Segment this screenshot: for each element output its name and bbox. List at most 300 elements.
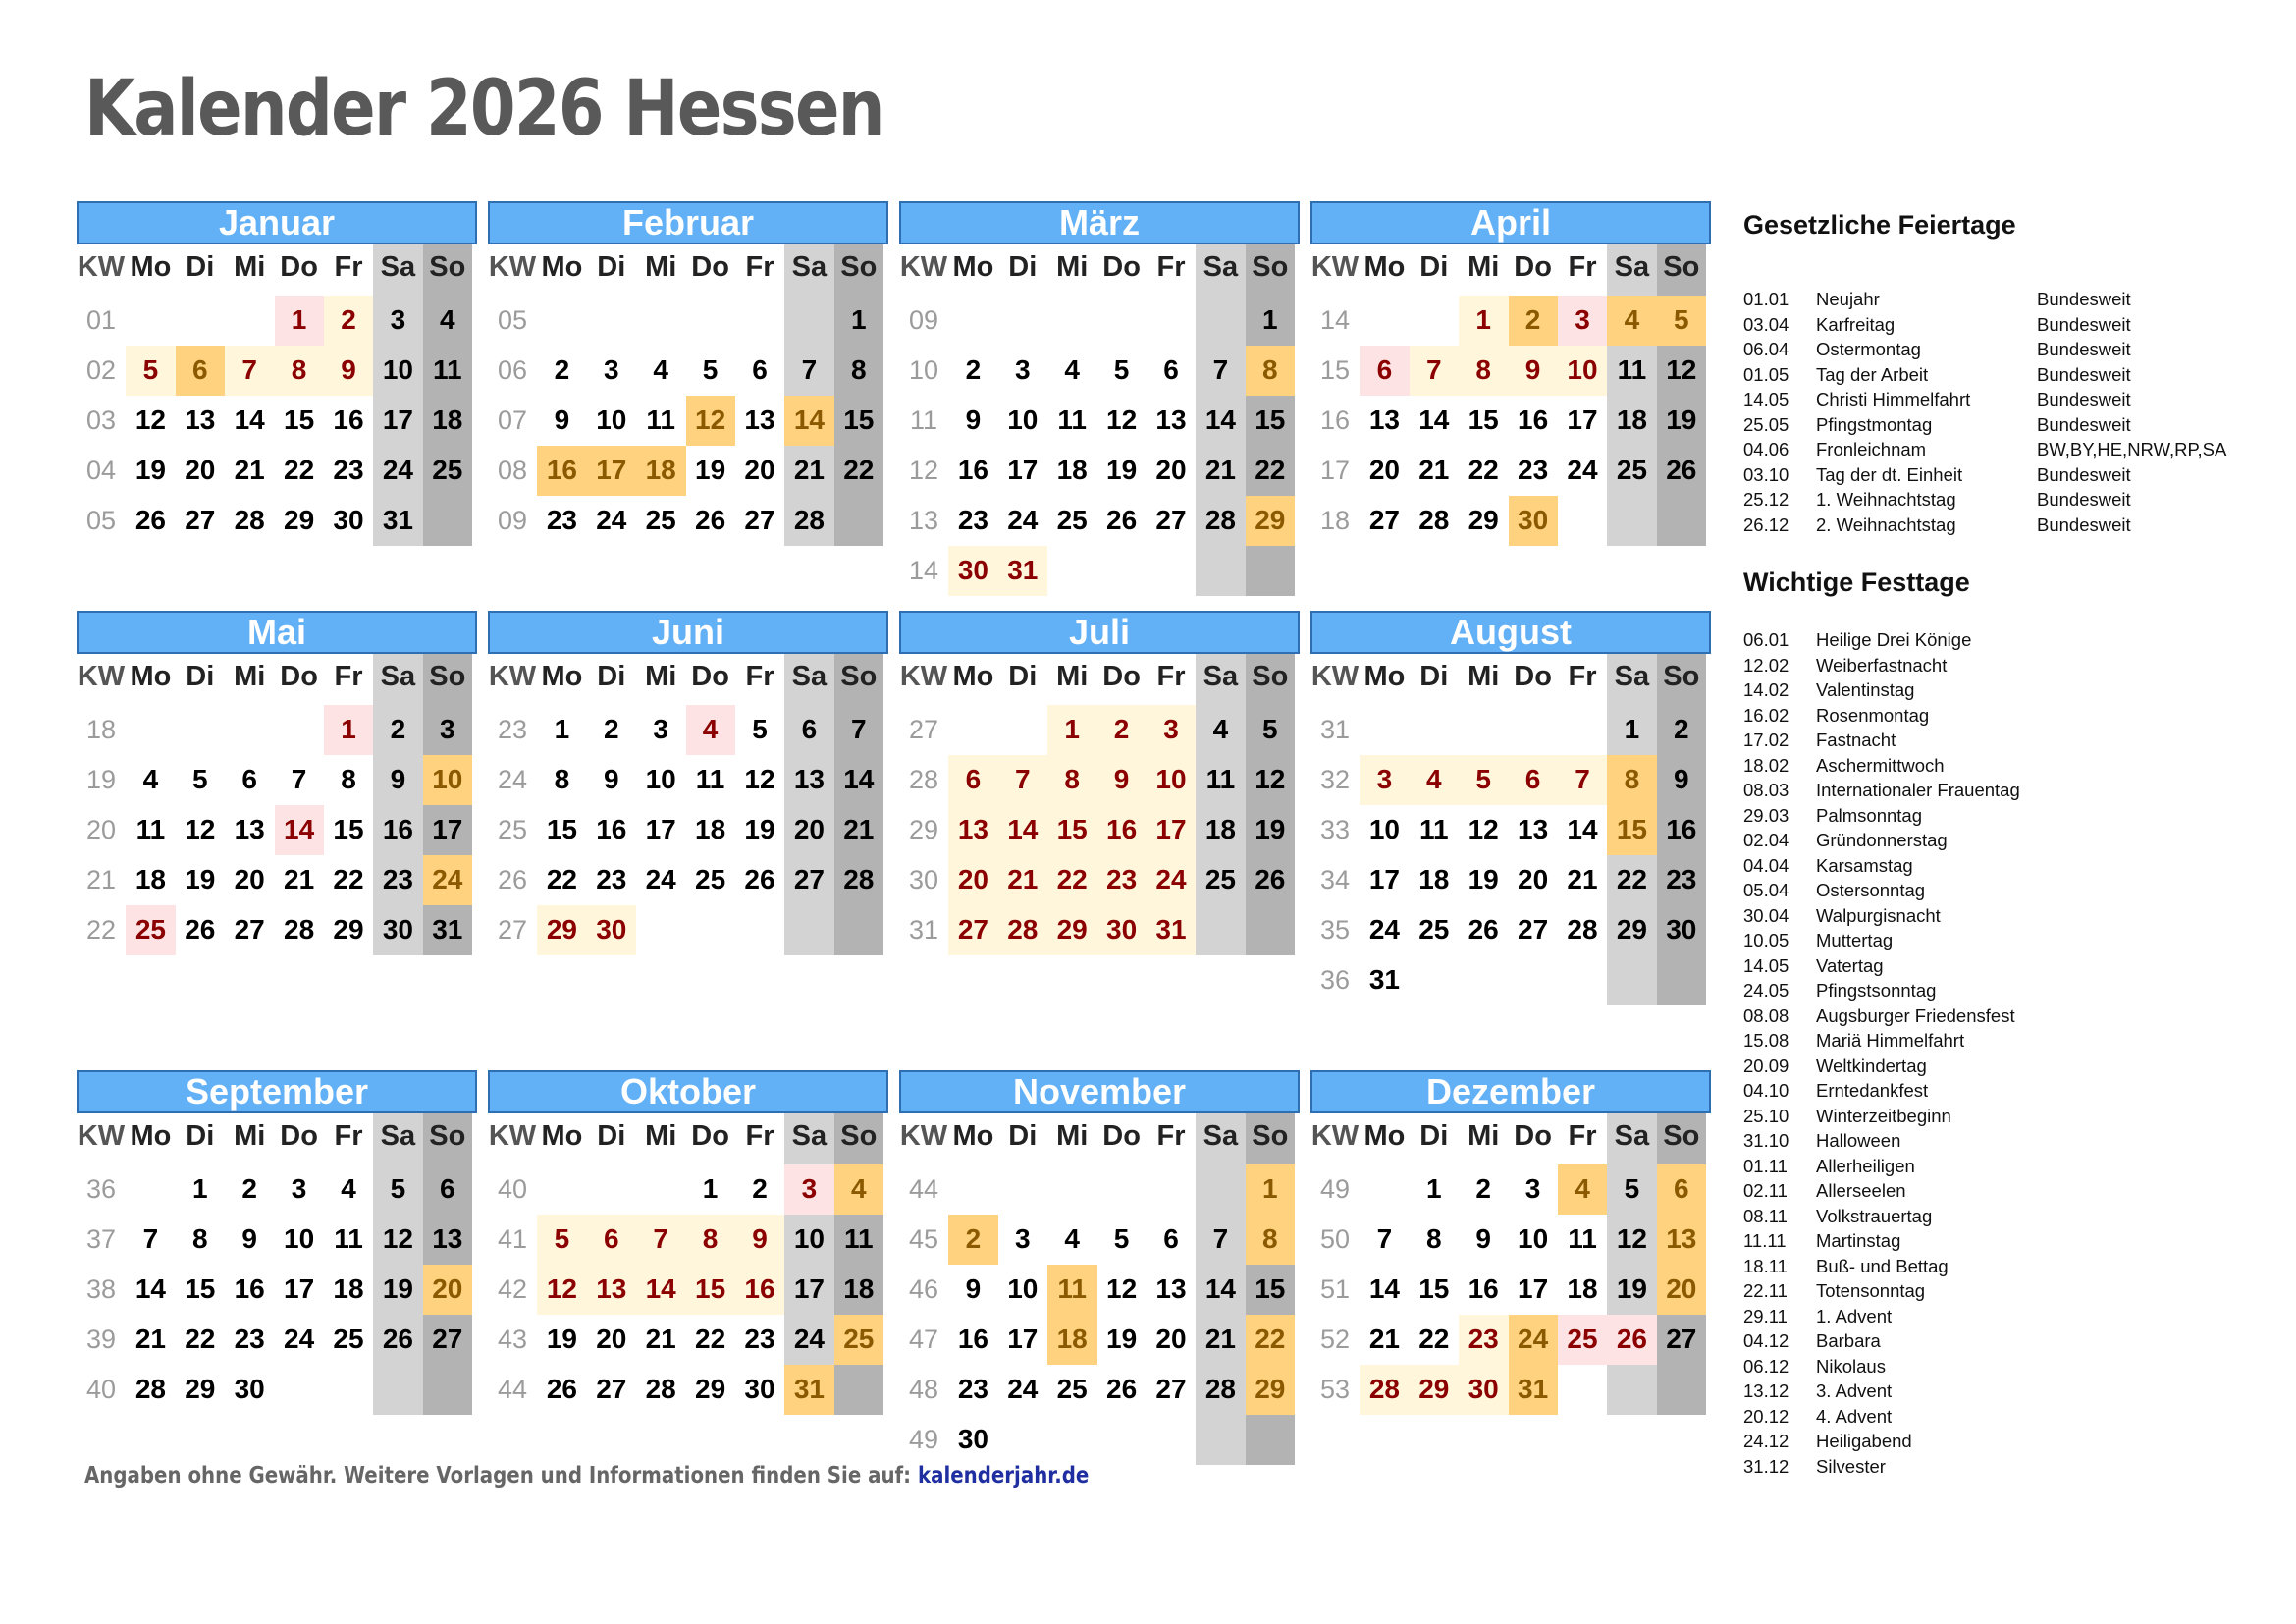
weekday-header: Mi (234, 251, 266, 283)
weekday-header: Mi (1468, 251, 1500, 283)
day-cell: 2 (241, 1173, 257, 1204)
holiday-date: 03.10 (1743, 463, 1789, 485)
day-cell: 6 (1163, 1223, 1179, 1254)
festday-name: Heiligabend (1816, 1431, 1912, 1451)
day-cell: 2 (1475, 1173, 1491, 1204)
day-cell: 20 (1666, 1273, 1697, 1304)
weekday-header: Di (1008, 661, 1038, 692)
day-cell: 27 (596, 1374, 627, 1404)
day-cell: 17 (382, 405, 413, 435)
day-cell: 11 (1418, 814, 1449, 844)
day-cell: 14 (1007, 814, 1039, 844)
footer-link[interactable]: kalenderjahr.de (917, 1463, 1090, 1489)
weekday-header: Di (597, 661, 626, 692)
weekday-header: Fr (745, 251, 774, 283)
day-cell: 9 (604, 764, 619, 794)
week-number: 01 (85, 305, 117, 335)
day-cell: 15 (695, 1273, 726, 1304)
weekday-header: Fr (745, 661, 774, 692)
weekday-header: Sa (380, 1120, 416, 1152)
day-cell: 20 (596, 1324, 627, 1354)
holiday-name: Fronleichnam (1816, 439, 1927, 460)
festday-name: Gründonnerstag (1816, 830, 1948, 850)
holiday-date: 14.05 (1743, 389, 1789, 409)
week-number: 38 (85, 1274, 117, 1304)
week-number: 17 (1319, 456, 1351, 485)
day-cell: 22 (333, 864, 364, 894)
weekday-header: So (840, 661, 878, 692)
weekday-header: Sa (380, 251, 416, 283)
day-cell: 12 (744, 764, 775, 794)
day-cell: 9 (1113, 764, 1130, 794)
day-cell: 14 (1204, 405, 1236, 435)
day-cell: 26 (1255, 864, 1286, 894)
festday-name: Rosenmontag (1816, 704, 1930, 726)
weekday-header: Sa (1202, 661, 1239, 692)
week-number: 03 (85, 406, 117, 435)
weekday-header: Do (1514, 1120, 1552, 1152)
day-cell: 23 (957, 1374, 988, 1404)
weekday-header: KW (77, 251, 126, 283)
day-cell: 18 (1204, 814, 1236, 844)
day-cell: 1 (1426, 1173, 1442, 1204)
day-cell: 31 (382, 505, 413, 535)
week-number: 23 (497, 715, 528, 744)
day-cell: 30 (1106, 914, 1138, 945)
day-cell: 5 (1624, 1173, 1640, 1204)
important-day-row (1743, 1204, 2156, 1229)
day-cell: 16 (333, 405, 364, 435)
day-cell: 11 (1205, 764, 1236, 794)
day-cell: 29 (333, 914, 364, 945)
day-cell: 7 (1426, 354, 1442, 385)
week-number: 31 (908, 915, 939, 945)
day-cell: 14 (645, 1273, 676, 1304)
day-cell: 25 (695, 864, 726, 894)
day-cell: 24 (793, 1324, 825, 1354)
day-cell: 1 (341, 714, 356, 744)
important-days-heading: Wichtige Festtage (1743, 568, 1970, 597)
day-cell: 12 (1255, 764, 1286, 794)
day-cell: 8 (554, 764, 570, 794)
week-number: 27 (497, 915, 528, 945)
important-day-row (1743, 903, 2156, 929)
festday-name: Ostersonntag (1816, 880, 1926, 900)
day-cell: 10 (1567, 354, 1598, 385)
day-cell: 16 (957, 455, 988, 485)
day-cell: 14 (284, 814, 315, 844)
day-cell: 17 (645, 814, 676, 844)
day-cell: 16 (1468, 1273, 1499, 1304)
weekday-header: So (840, 1120, 878, 1152)
weekday-header: Di (1008, 1120, 1038, 1152)
day-cell: 30 (957, 555, 988, 585)
important-day-row (1743, 728, 2156, 753)
festday-name: Walpurgisnacht (1816, 904, 1941, 926)
festday-name: Weiberfastnacht (1816, 654, 1948, 676)
day-cell: 17 (1368, 864, 1400, 894)
day-cell: 25 (333, 1324, 364, 1354)
day-cell: 29 (1255, 505, 1286, 535)
week-number: 08 (497, 456, 528, 485)
day-cell: 3 (1524, 1173, 1541, 1204)
festday-date: 24.05 (1743, 980, 1789, 1001)
day-cell: 25 (134, 914, 166, 945)
weekday-header: Sa (791, 1120, 828, 1152)
festday-date: 04.04 (1743, 854, 1789, 876)
day-cell: 29 (546, 914, 577, 945)
day-cell: 25 (1056, 505, 1088, 535)
footer-text: Angaben ohne Gewähr. Weitere Vorlagen und Informationen finden Sie auf: (84, 1463, 918, 1489)
festday-date: 14.05 (1743, 954, 1789, 976)
day-cell: 15 (1468, 405, 1499, 435)
festday-name: Valentinstag (1816, 679, 1915, 700)
day-cell: 9 (752, 1223, 768, 1254)
week-number: 19 (85, 765, 117, 794)
week-number: 11 (909, 406, 938, 435)
day-cell: 1 (1624, 714, 1640, 744)
weekday-header: Di (1419, 661, 1449, 692)
festday-date: 06.01 (1743, 629, 1789, 650)
day-cell: 22 (1255, 1324, 1286, 1354)
day-cell: 23 (1468, 1324, 1499, 1354)
festday-name: Barbara (1816, 1330, 1881, 1351)
day-cell: 25 (1056, 1374, 1088, 1404)
day-cell: 11 (1617, 354, 1647, 385)
day-cell: 12 (1666, 354, 1697, 385)
day-cell: 14 (1567, 814, 1598, 844)
weekday-header: Mo (1363, 1120, 1406, 1152)
festday-date: 14.02 (1743, 679, 1789, 700)
page-title: Kalender 2026 Hessen (84, 65, 883, 153)
festday-name: Totensonntag (1816, 1280, 1926, 1301)
week-number: 36 (85, 1174, 117, 1204)
day-cell: 15 (1255, 405, 1286, 435)
day-cell: 5 (1113, 1223, 1130, 1254)
day-cell: 29 (1468, 505, 1499, 535)
day-cell: 10 (284, 1223, 315, 1254)
day-cell: 7 (291, 764, 307, 794)
day-cell: 4 (1212, 714, 1229, 744)
week-number: 26 (497, 865, 528, 894)
day-cell: 16 (382, 814, 413, 844)
day-cell: 2 (341, 304, 356, 335)
festday-name: Buß- und Bettag (1816, 1255, 1949, 1276)
week-number: 52 (1319, 1325, 1351, 1354)
day-cell: 4 (1064, 1223, 1080, 1254)
week-number: 06 (497, 355, 528, 385)
day-cell: 26 (1666, 455, 1697, 485)
week-number: 44 (497, 1375, 528, 1404)
weekday-header: KW (488, 251, 537, 283)
day-cell: 9 (390, 764, 406, 794)
day-cell: 28 (645, 1374, 676, 1404)
day-cell: 18 (333, 1273, 364, 1304)
important-day-row (1743, 1429, 2156, 1454)
day-cell: 12 (546, 1273, 577, 1304)
important-day-row (1743, 703, 2156, 729)
weekday-header: Mo (952, 251, 994, 283)
day-cell: 15 (843, 405, 875, 435)
day-cell: 15 (1255, 1273, 1286, 1304)
month-header: Juli (899, 611, 1300, 654)
day-cell: 5 (192, 764, 208, 794)
weekday-header: So (1663, 661, 1700, 692)
week-number: 53 (1319, 1375, 1351, 1404)
festday-date: 29.03 (1743, 804, 1789, 826)
public-holiday-row (1743, 337, 2293, 362)
holiday-region: Bundesweit (2037, 289, 2131, 309)
day-cell: 24 (1567, 455, 1598, 485)
week-number: 25 (497, 815, 528, 844)
weekday-header: Mi (645, 251, 677, 283)
important-day-row (1743, 1154, 2156, 1179)
day-cell: 4 (142, 764, 159, 794)
festday-name: 4. Advent (1816, 1405, 1893, 1427)
week-number: 40 (497, 1174, 528, 1204)
day-cell: 23 (1518, 455, 1549, 485)
day-cell: 17 (1518, 1273, 1549, 1304)
festday-name: Muttertag (1816, 930, 1894, 950)
day-cell: 6 (1524, 764, 1541, 794)
day-cell: 20 (1155, 455, 1187, 485)
day-cell: 18 (1056, 455, 1088, 485)
day-cell: 10 (1007, 405, 1039, 435)
day-cell: 25 (1567, 1324, 1598, 1354)
important-day-row (1743, 627, 2156, 653)
day-cell: 16 (744, 1273, 775, 1304)
month-header: November (899, 1070, 1300, 1113)
day-cell: 21 (1007, 864, 1039, 894)
festday-name: Vatertag (1816, 954, 1884, 976)
weekday-header: So (429, 1120, 466, 1152)
important-day-row (1743, 1278, 2156, 1304)
holiday-region: Bundesweit (2037, 313, 2131, 335)
weekday-header: Fr (745, 1120, 774, 1152)
day-cell: 5 (390, 1173, 406, 1204)
day-cell: 22 (284, 455, 315, 485)
weekday-header: Sa (1614, 1120, 1650, 1152)
weekday-header: Mo (952, 661, 994, 692)
holiday-region: Bundesweit (2037, 463, 2131, 485)
day-cell: 10 (1518, 1223, 1549, 1254)
weekday-header: So (1252, 251, 1289, 283)
festday-name: Fastnacht (1816, 730, 1896, 750)
day-cell: 8 (192, 1223, 208, 1254)
month-header: Dezember (1310, 1070, 1711, 1113)
day-cell: 20 (957, 864, 988, 894)
day-cell: 20 (744, 455, 775, 485)
month-april (1310, 201, 1711, 546)
day-cell: 9 (554, 405, 570, 435)
week-number: 33 (1319, 815, 1351, 844)
weekday-header: Di (186, 251, 215, 283)
day-cell: 1 (554, 714, 570, 744)
day-cell: 17 (1007, 455, 1039, 485)
weekday-header: KW (488, 1120, 537, 1152)
festday-date: 08.11 (1743, 1205, 1788, 1226)
day-cell: 28 (1368, 1374, 1400, 1404)
festday-date: 02.11 (1743, 1180, 1788, 1201)
day-cell: 5 (702, 354, 719, 385)
day-cell: 18 (134, 864, 166, 894)
day-cell: 7 (142, 1223, 159, 1254)
month-header: Mai (77, 611, 477, 654)
day-cell: 31 (1368, 964, 1400, 995)
day-cell: 21 (134, 1324, 166, 1354)
weekday-header: So (1252, 661, 1289, 692)
day-cell: 24 (1007, 1374, 1039, 1404)
week-number: 21 (85, 865, 117, 894)
day-cell: 14 (1368, 1273, 1400, 1304)
holiday-date: 04.06 (1743, 439, 1789, 460)
holiday-region: Bundesweit (2037, 389, 2131, 409)
holiday-region: Bundesweit (2037, 489, 2131, 510)
festday-date: 06.12 (1743, 1355, 1789, 1377)
day-cell: 8 (291, 354, 307, 385)
important-day-row (1743, 1228, 2156, 1254)
day-cell: 7 (1376, 1223, 1393, 1254)
festday-date: 11.11 (1743, 1230, 1787, 1251)
day-cell: 29 (1616, 914, 1647, 945)
day-cell: 14 (1204, 1273, 1236, 1304)
day-cell: 25 (843, 1324, 875, 1354)
day-cell: 23 (546, 505, 577, 535)
festday-name: Aschermittwoch (1816, 754, 1945, 776)
important-day-row (1743, 1078, 2156, 1104)
day-cell: 6 (1163, 354, 1179, 385)
day-cell: 13 (1155, 1273, 1187, 1304)
weekday-header: Sa (1614, 661, 1650, 692)
festday-date: 29.11 (1743, 1305, 1788, 1326)
day-cell: 3 (1015, 354, 1031, 385)
day-cell: 2 (554, 354, 570, 385)
day-cell: 20 (234, 864, 265, 894)
day-cell: 3 (1376, 764, 1393, 794)
weekday-header: Fr (1156, 661, 1186, 692)
day-cell: 1 (702, 1173, 719, 1204)
day-cell: 3 (291, 1173, 307, 1204)
weekday-header: Do (1514, 251, 1552, 283)
day-cell: 10 (1155, 764, 1187, 794)
day-cell: 4 (1064, 354, 1080, 385)
holiday-name: 2. Weihnachtstag (1816, 514, 1956, 535)
day-cell: 7 (653, 1223, 668, 1254)
day-cell: 16 (1518, 405, 1549, 435)
holiday-name: Tag der Arbeit (1816, 363, 1929, 385)
holiday-region: Bundesweit (2037, 363, 2131, 385)
public-holiday-row (1743, 362, 2293, 388)
day-cell: 8 (1262, 354, 1278, 385)
weekday-header: Do (1102, 661, 1141, 692)
important-day-row (1743, 1304, 2156, 1329)
festday-name: Weltkindertag (1816, 1055, 1927, 1076)
month-header: September (77, 1070, 477, 1113)
day-cell: 13 (234, 814, 265, 844)
week-number: 05 (85, 506, 117, 535)
day-cell: 28 (1204, 1374, 1236, 1404)
day-cell: 3 (653, 714, 668, 744)
day-cell: 13 (1666, 1223, 1697, 1254)
day-cell: 24 (596, 505, 627, 535)
month-oktober (488, 1070, 888, 1415)
week-number: 07 (497, 406, 528, 435)
day-cell: 15 (546, 814, 577, 844)
important-day-row (1743, 1379, 2156, 1404)
day-cell: 7 (241, 354, 257, 385)
month-august (1310, 611, 1711, 1005)
day-cell: 4 (653, 354, 668, 385)
week-number: 40 (85, 1375, 117, 1404)
day-cell: 1 (192, 1173, 208, 1204)
day-cell: 26 (1616, 1324, 1647, 1354)
festday-date: 15.08 (1743, 1030, 1789, 1051)
weekday-header: Mo (541, 1120, 583, 1152)
festday-date: 10.05 (1743, 930, 1789, 950)
footer (84, 1463, 1089, 1489)
important-day-row (1743, 828, 2156, 853)
day-cell: 5 (1674, 304, 1689, 335)
weekday-header: Mo (1363, 661, 1406, 692)
day-cell: 30 (744, 1374, 775, 1404)
weekday-header: So (429, 251, 466, 283)
day-cell: 9 (965, 405, 982, 435)
important-day-row (1743, 1054, 2156, 1079)
weekday-header: So (429, 661, 466, 692)
day-cell: 30 (596, 914, 627, 945)
week-number: 29 (908, 815, 939, 844)
holiday-name: Neujahr (1816, 289, 1880, 309)
day-cell: 15 (284, 405, 315, 435)
week-number: 51 (1319, 1274, 1351, 1304)
festday-name: Mariä Himmelfahrt (1816, 1030, 1965, 1051)
day-cell: 27 (1368, 505, 1400, 535)
day-cell: 21 (1418, 455, 1450, 485)
day-cell: 17 (1007, 1324, 1039, 1354)
day-cell: 10 (793, 1223, 825, 1254)
public-holiday-row (1743, 437, 2293, 462)
day-cell: 11 (843, 1223, 874, 1254)
day-cell: 22 (1468, 455, 1499, 485)
weekday-header: Mo (130, 1120, 172, 1152)
weekday-header: Fr (1568, 661, 1597, 692)
week-number: 22 (85, 915, 117, 945)
week-number: 14 (1319, 305, 1351, 335)
day-cell: 24 (432, 864, 463, 894)
day-cell: 13 (1368, 405, 1400, 435)
day-cell: 16 (1106, 814, 1138, 844)
day-cell: 26 (546, 1374, 577, 1404)
day-cell: 7 (1212, 354, 1229, 385)
weekday-header: Do (1514, 661, 1552, 692)
day-cell: 11 (646, 405, 675, 435)
festday-name: Augsburger Friedensfest (1816, 1004, 2015, 1026)
day-cell: 29 (284, 505, 315, 535)
holiday-name: Pfingstmontag (1816, 413, 1933, 435)
day-cell: 6 (192, 354, 208, 385)
day-cell: 13 (1518, 814, 1549, 844)
day-cell: 17 (284, 1273, 315, 1304)
weekday-header: Mi (1056, 251, 1089, 283)
day-cell: 10 (645, 764, 676, 794)
day-cell: 28 (1204, 505, 1236, 535)
day-cell: 8 (1624, 764, 1640, 794)
day-cell: 6 (604, 1223, 619, 1254)
week-number: 45 (908, 1224, 939, 1254)
day-cell: 26 (1106, 1374, 1138, 1404)
festday-date: 08.03 (1743, 780, 1789, 800)
month-dezember (1310, 1070, 1711, 1415)
